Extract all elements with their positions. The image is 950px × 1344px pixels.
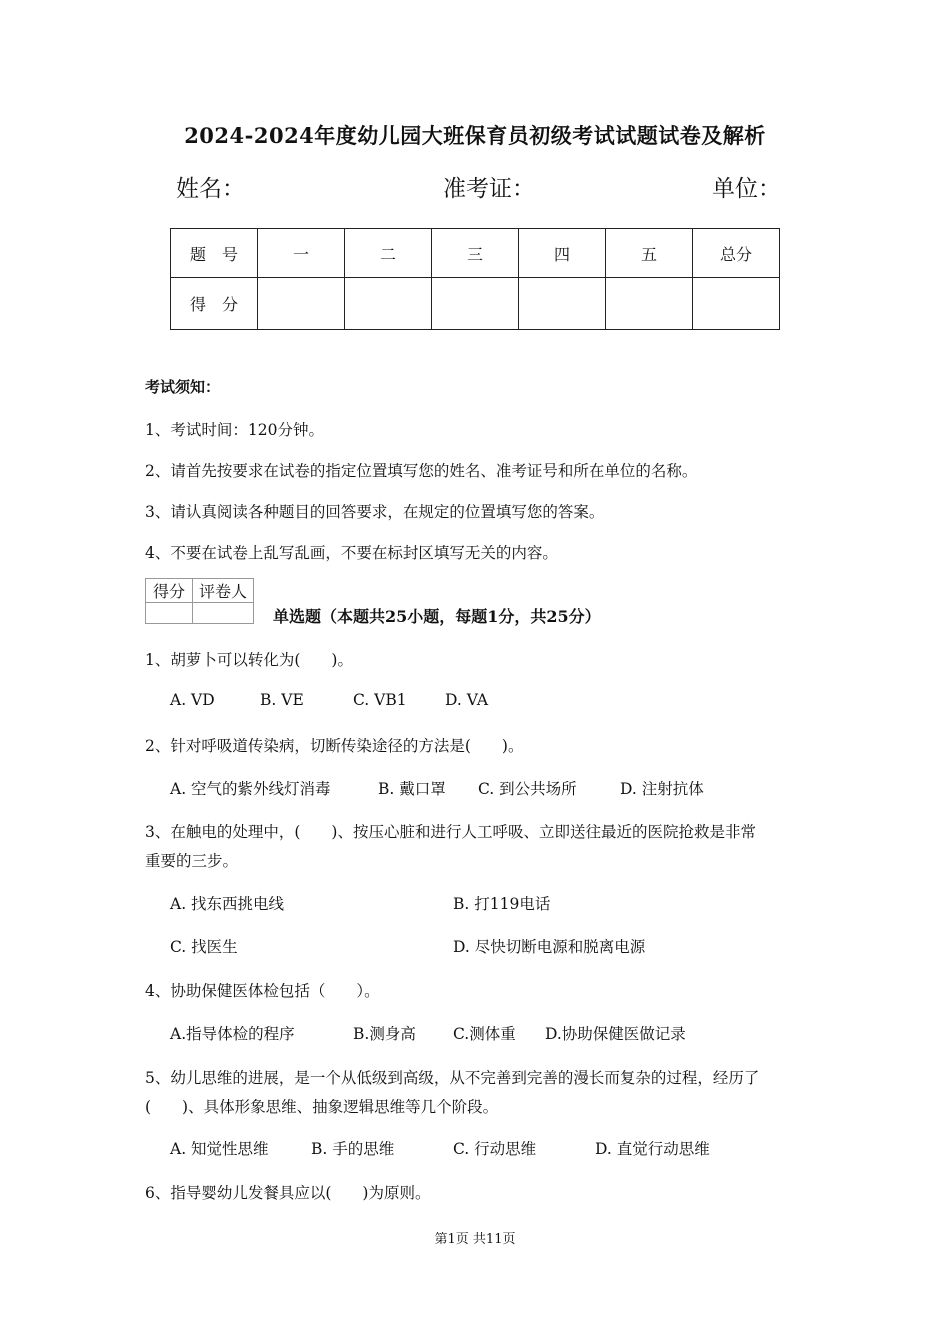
score-entry-cell[interactable] xyxy=(432,278,519,330)
question-stem: 1、胡萝卜可以转化为( )。 xyxy=(145,651,353,669)
score-entry-cell[interactable] xyxy=(606,278,693,330)
grader-score-cell[interactable] xyxy=(146,603,193,624)
notice-item: 2、请首先按要求在试卷的指定位置填写您的姓名、准考证号和所在单位的名称。 xyxy=(145,462,698,480)
score-table-score-row xyxy=(171,278,780,330)
score-table-cell: 得 分 xyxy=(171,278,258,330)
answer-option[interactable]: C. 找医生 xyxy=(170,938,238,956)
score-entry-cell[interactable] xyxy=(693,278,780,330)
question-stem: 4、协助保健医体检包括（ ）。 xyxy=(145,982,380,1000)
page-footer: 第1页 共11页 xyxy=(434,1232,516,1247)
answer-option[interactable]: B. 戴口罩 xyxy=(378,780,446,798)
score-table-cell: 一 xyxy=(258,229,345,278)
score-entry-cell[interactable] xyxy=(258,278,345,330)
score-table xyxy=(170,228,780,330)
score-table-cell: 二 xyxy=(345,229,432,278)
question-stem: 3、在触电的处理中，( )、按压心脏和进行人工呼吸、立即送往最近的医院抢救是非常 xyxy=(145,823,756,841)
exam-id-field-label: 准考证： xyxy=(443,176,535,202)
score-table-cell: 五 xyxy=(606,229,693,278)
score-table-cell: 总分 xyxy=(693,229,780,278)
score-table-cell: 三 xyxy=(432,229,519,278)
notice-heading: 考试须知： xyxy=(145,378,221,396)
notice-item: 3、请认真阅读各种题目的回答要求，在规定的位置填写您的答案。 xyxy=(145,503,605,521)
answer-option[interactable]: C. 到公共场所 xyxy=(478,780,577,798)
grader-name-cell[interactable] xyxy=(193,603,254,624)
grader-score-label: 得分 xyxy=(146,579,193,603)
grader-name-label: 评卷人 xyxy=(193,579,254,603)
score-table-header-row xyxy=(171,229,780,278)
question-stem: 2、针对呼吸道传染病，切断传染途径的方法是( )。 xyxy=(145,737,524,755)
score-table-cell: 四 xyxy=(519,229,606,278)
answer-option[interactable]: A. 知觉性思维 xyxy=(170,1140,269,1158)
answer-option[interactable]: B.测身高 xyxy=(353,1025,416,1043)
question-stem-continued: 重要的三步。 xyxy=(145,852,239,870)
answer-option[interactable]: D. VA xyxy=(445,691,489,709)
notice-item: 4、不要在试卷上乱写乱画，不要在标封区填写无关的内容。 xyxy=(145,544,558,562)
name-field-label: 姓名： xyxy=(176,176,245,202)
score-table-cell: 题 号 xyxy=(171,229,258,278)
unit-field-label: 单位： xyxy=(712,176,781,202)
answer-option[interactable]: A.指导体检的程序 xyxy=(170,1025,295,1043)
answer-option[interactable]: D.协助保健医做记录 xyxy=(545,1025,686,1043)
answer-option[interactable]: A. 找东西挑电线 xyxy=(170,895,285,913)
answer-option[interactable]: D. 直觉行动思维 xyxy=(595,1140,710,1158)
answer-option[interactable]: D. 注射抗体 xyxy=(620,780,704,798)
question-stem-continued: ( )、具体形象思维、抽象逻辑思维等几个阶段。 xyxy=(145,1098,499,1116)
answer-option[interactable]: A. 空气的紫外线灯消毒 xyxy=(170,780,331,798)
page-title: 2024-2024年度幼儿园大班保育员初级考试试题试卷及解析 xyxy=(184,123,766,148)
answer-option[interactable]: C.测体重 xyxy=(453,1025,516,1043)
section-title: 单选题（本题共25小题，每题1分，共25分） xyxy=(273,607,601,626)
answer-option[interactable]: B. VE xyxy=(260,691,304,709)
answer-option[interactable]: B. 打119电话 xyxy=(453,895,551,913)
score-entry-cell[interactable] xyxy=(345,278,432,330)
answer-option[interactable]: A. VD xyxy=(170,691,215,709)
question-stem: 6、指导婴幼儿发餐具应以( )为原则。 xyxy=(145,1184,431,1202)
answer-option[interactable]: B. 手的思维 xyxy=(311,1140,395,1158)
answer-option[interactable]: C. 行动思维 xyxy=(453,1140,537,1158)
grader-box xyxy=(145,578,254,624)
answer-option[interactable]: D. 尽快切断电源和脱离电源 xyxy=(453,938,646,956)
question-stem: 5、幼儿思维的进展，是一个从低级到高级，从不完善到完善的漫长而复杂的过程，经历了 xyxy=(145,1069,760,1087)
score-entry-cell[interactable] xyxy=(519,278,606,330)
notice-item: 1、考试时间：120分钟。 xyxy=(145,421,324,439)
answer-option[interactable]: C. VB1 xyxy=(353,691,407,709)
